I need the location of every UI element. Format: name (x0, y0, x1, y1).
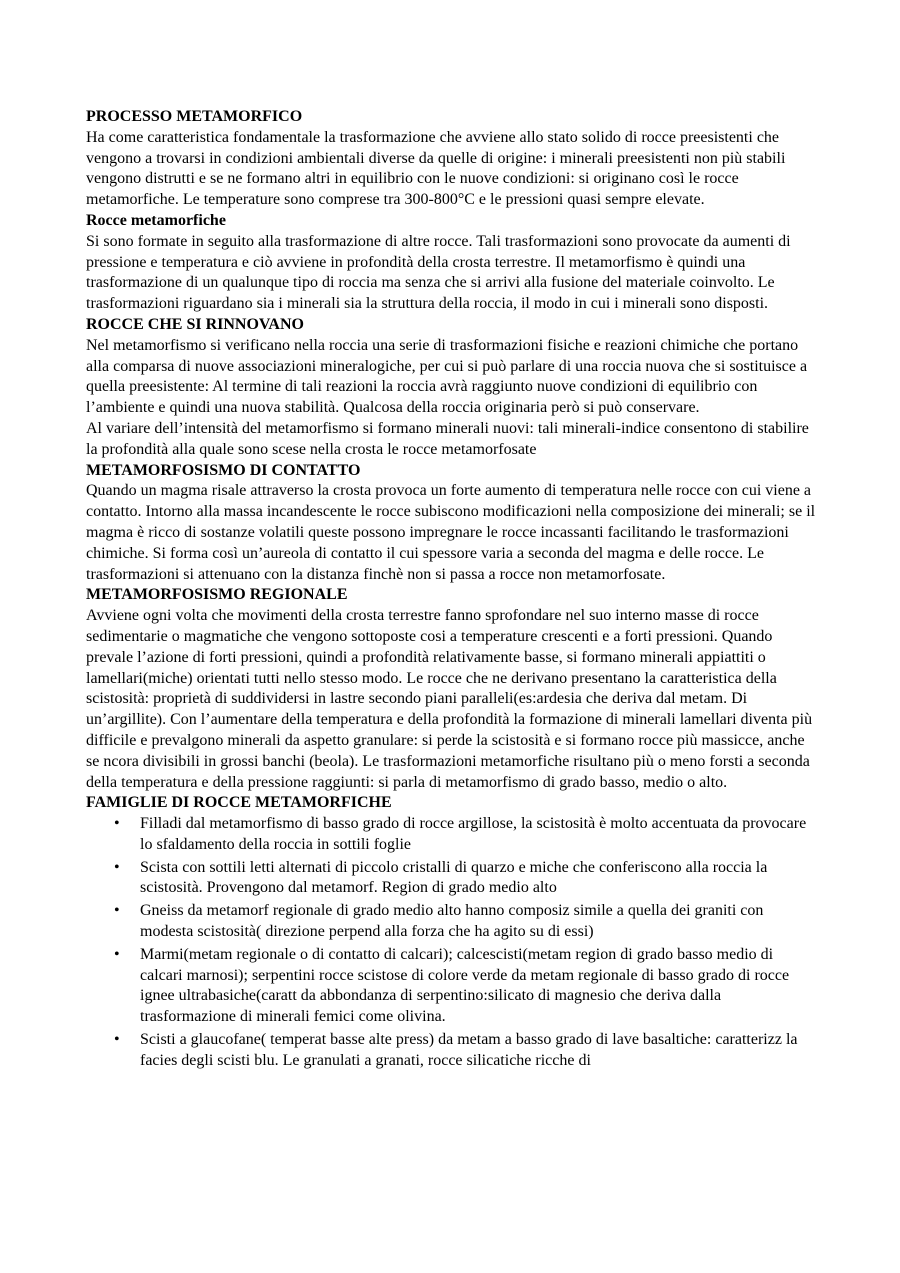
section-famiglie-di-rocce (86, 793, 816, 1071)
list-item (86, 901, 816, 943)
section-heading: ROCCE CHE SI RINNOVANO (86, 315, 304, 333)
list-item (86, 858, 816, 900)
section-heading: METAMORFOSISMO REGIONALE (86, 586, 348, 604)
section-heading: PROCESSO METAMORFICO (86, 108, 303, 125)
list-item (86, 814, 816, 856)
families-list (86, 814, 816, 1072)
section-paragraph: Avviene ogni volta che movimenti della crosta terrestre fanno sprofondare nel suo interno masse di rocce sedimentarie o magmatiche che vengono sottoposte cosi a temperature crescenti e a forti pressioni. Quando prevale l’azione di forti pressioni, quindi a profondità relativamente basse, si formano minerali appiattiti o lamellari(miche) orientati tutti nello stesso modo. Le rocce che ne derivano presentano la caratteristica della scistosità: proprietà di suddividersi in lastre secondo piani paralleli(es:ardesia che deriva dal metam. Di un’argillite). Con l’aumentare della temperatura e della profondità la formazione di minerali lamellari diventa più difficile e prevalgono minerali da aspetto granulare: si perde la scistosità e si formano rocce più massicce, anche se ncora divisibili in grossi banchi (beola). Le trasformazioni metamorfiche risultano più o meno forsti a seconda della temperatura e della pressione raggiunti: si parla di metamorfismo di grado basso, medio o alto. (86, 607, 813, 791)
section-heading: METAMORFOSISMO DI CONTATTO (86, 461, 361, 479)
section-paragraph: Ha come caratteristica fondamentale la trasformazione che avviene allo stato solido di rocce preesistenti che vengono a trovarsi in condizioni ambientali diverse da quelle di origine: i minerali preesistenti non più stabili vengono distrutti e se ne formano altri in equilibrio con le nuove condizioni: si originano così le rocce metamorfiche. Le temperature sono comprese tra 300-800°C e le pressioni quasi sempre elevate. (86, 128, 786, 209)
list-item-text: Scista con sottili letti alternati di piccolo cristalli di quarzo e miche che conferiscono alla roccia la scistosità. Provengono dal metamorf. Region di grado medio alto (140, 858, 768, 897)
section-rocce-che-si-rinnovano (86, 315, 816, 461)
document-page (86, 107, 816, 1074)
section-paragraph: Quando un magma risale attraverso la crosta provoca un forte aumento di temperatura nelle rocce con cui viene a contatto. Intorno alla massa incandescente le rocce subiscono modificazioni nella composizione dei minerali; se il magma è ricco di sostanze volatili queste possono impregnare le rocce incassanti facilitando le trasformazioni chimiche. Si forma così un’aureola di contatto il cui spessore varia a seconda del magma e delle rocce. Le trasformazioni si attenuano con la distanza finchè non si passa a rocce non metamorfosate. (86, 482, 816, 583)
bullet-icon: • (114, 1031, 120, 1049)
bullet-icon: • (114, 945, 120, 963)
list-item (86, 945, 816, 1028)
section-metamorfosismo-regionale (86, 585, 816, 793)
list-item-text: Filladi dal metamorfismo di basso grado di rocce argillose, la scistosità è molto accentuata da provocare lo sfaldamento della roccia in sottili foglie (140, 815, 807, 853)
section-heading: FAMIGLIE DI ROCCE METAMORFICHE (86, 794, 392, 812)
bullet-icon: • (114, 815, 120, 833)
section-rocce-metamorfiche (86, 211, 816, 315)
list-item-text: Marmi(metam regionale o di contatto di calcari); calcescisti(metam region di grado basso medio di calcari marnosi); serpentini rocce scistose di colore verde da metam regionale di basso grado di rocce ignee ultrabasiche(caratt da abbondanza di serpentino:silicato di magnesio che deriva dalla trasformazione di minerali femici come olivina. (140, 945, 790, 1026)
section-metamorfosismo-di-contatto (86, 461, 816, 586)
section-processo-metamorfico (86, 107, 816, 211)
bullet-icon: • (114, 902, 120, 920)
section-paragraph: Si sono formate in seguito alla trasformazione di altre rocce. Tali trasformazioni sono provocate da aumenti di pressione e temperatura e ciò avviene in profondità della crosta terrestre. Il metamorfismo è quindi una trasformazione di un qualunque tipo di roccia ma senza che si arrivi alla fusione del materiale coinvolto. Le trasformazioni riguardano sia i minerali sia la struttura della roccia, il modo in cui i minerali sono disposti. (86, 232, 791, 313)
list-item-text: Gneiss da metamorf regionale di grado medio alto hanno composiz simile a quella dei graniti con modesta scistosità( direzione perpend alla forza che ha agito su di essi) (140, 902, 764, 941)
list-item-text: Scisti a glaucofane( temperat basse alte press) da metam a basso grado di lave basaltiche: caratterizz la facies degli scisti blu. Le granulati a granati, rocce silicatiche ricche di (140, 1031, 798, 1069)
list-item (86, 1030, 816, 1072)
section-heading: Rocce metamorfiche (86, 211, 226, 229)
section-paragraph: Al variare dell’intensità del metamorfismo si formano minerali nuovi: tali minerali-indice consentono di stabilire la profondità alla quale sono scese nella crosta le rocce metamorfosate (86, 419, 809, 458)
section-paragraph: Nel metamorfismo si verificano nella roccia una serie di trasformazioni fisiche e reazioni chimiche che portano alla comparsa di nuove associazioni mineralogiche, per cui si può parlare di una roccia nuova che si sostituisce a quella preesistente: Al termine di tali reazioni la roccia avrà raggiunto nuove condizioni di equilibrio con l’ambiente e quindi una nuova stabilità. Qualcosa della roccia originaria però si può conservare. (86, 336, 808, 417)
bullet-icon: • (114, 858, 120, 876)
